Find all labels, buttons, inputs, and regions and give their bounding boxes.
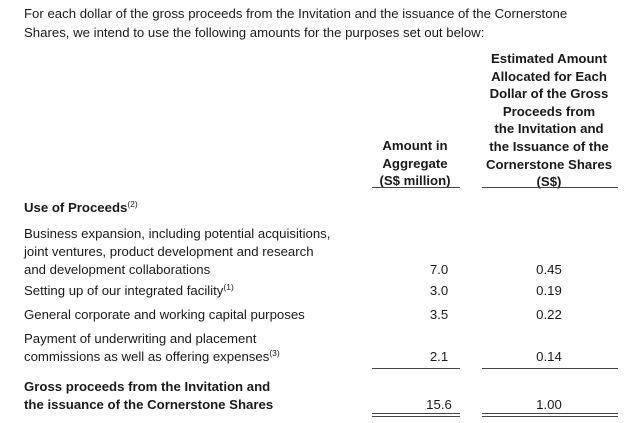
- row-description-line: [24, 282, 364, 300]
- intro-paragraph: [24, 4, 624, 42]
- total-description: [24, 378, 364, 414]
- column-header-line: the Issuance of the: [489, 138, 609, 154]
- column-header-line: Cornerstone Shares: [485, 156, 613, 172]
- subtotal-rule-per-dollar: [482, 368, 618, 369]
- row-description: [24, 282, 364, 300]
- intro-line-1: For each dollar of the gross proceeds from the Invitation and the issuance of the Cornerstone: [24, 6, 568, 21]
- column-header-line: Aggregate: [382, 155, 448, 171]
- row-per-dollar: 0.45: [536, 262, 562, 278]
- row-amount: 2.1: [429, 349, 449, 365]
- row-per-dollar: 0.14: [536, 349, 562, 365]
- footnote-marker: (3): [269, 348, 280, 359]
- row-description-text: Setting up of our integrated facility: [24, 283, 224, 298]
- row-description: [24, 225, 364, 280]
- column-header-line: Estimated Amount: [490, 51, 607, 66]
- header-underline-amount: [372, 187, 460, 188]
- section-title: [24, 199, 138, 217]
- footnote-marker: (2): [127, 199, 138, 209]
- row-amount: 7.0: [429, 262, 449, 278]
- total-double-rule-amount: [372, 413, 460, 417]
- section-title-text: Use of Proceeds: [24, 200, 128, 215]
- footnote-marker: (1): [223, 282, 234, 292]
- row-description: [24, 330, 364, 366]
- column-header-amount: [362, 137, 468, 190]
- subtotal-rule-amount: [372, 368, 460, 369]
- total-description-line: Gross proceeds from the Invitation and: [24, 379, 271, 394]
- row-per-dollar: 0.22: [536, 307, 562, 322]
- column-header-line: (S$): [536, 174, 562, 190]
- row-description-line: Payment of underwriting and placement: [24, 331, 257, 346]
- column-header-line: Allocated for Each: [491, 68, 607, 84]
- row-description: [24, 306, 364, 324]
- row-amount: 3.0: [429, 283, 449, 298]
- intro-line-2: Shares, we intend to use the following amounts for the purposes set out below:: [24, 25, 485, 40]
- row-description-line: joint ventures, product development and research: [24, 244, 314, 260]
- row-description-line: Business expansion, including potential acquisitions,: [24, 226, 331, 241]
- total-amount: 15.6: [426, 397, 452, 413]
- total-description-line: the issuance of the Cornerstone Shares: [24, 397, 274, 413]
- column-header-line: Dollar of the Gross: [489, 86, 609, 102]
- row-description-line: and development collaborations: [24, 262, 211, 278]
- header-underline-per-dollar: [482, 187, 618, 188]
- row-per-dollar: 0.19: [536, 283, 562, 298]
- column-header-line: (S$ million): [379, 173, 451, 189]
- total-double-rule-per-dollar: [482, 413, 618, 417]
- column-header-per-dollar: [474, 50, 624, 191]
- row-description-text: commissions as well as offering expenses: [24, 349, 270, 365]
- total-per-dollar: 1.00: [536, 397, 562, 413]
- row-description-line: [24, 348, 364, 366]
- row-amount: 3.5: [429, 307, 449, 322]
- column-header-line: Proceeds from: [502, 103, 596, 119]
- column-header-line: the Invitation and: [494, 121, 604, 137]
- column-header-line: Amount in: [382, 138, 448, 153]
- row-description-line: General corporate and working capital purposes: [24, 307, 305, 322]
